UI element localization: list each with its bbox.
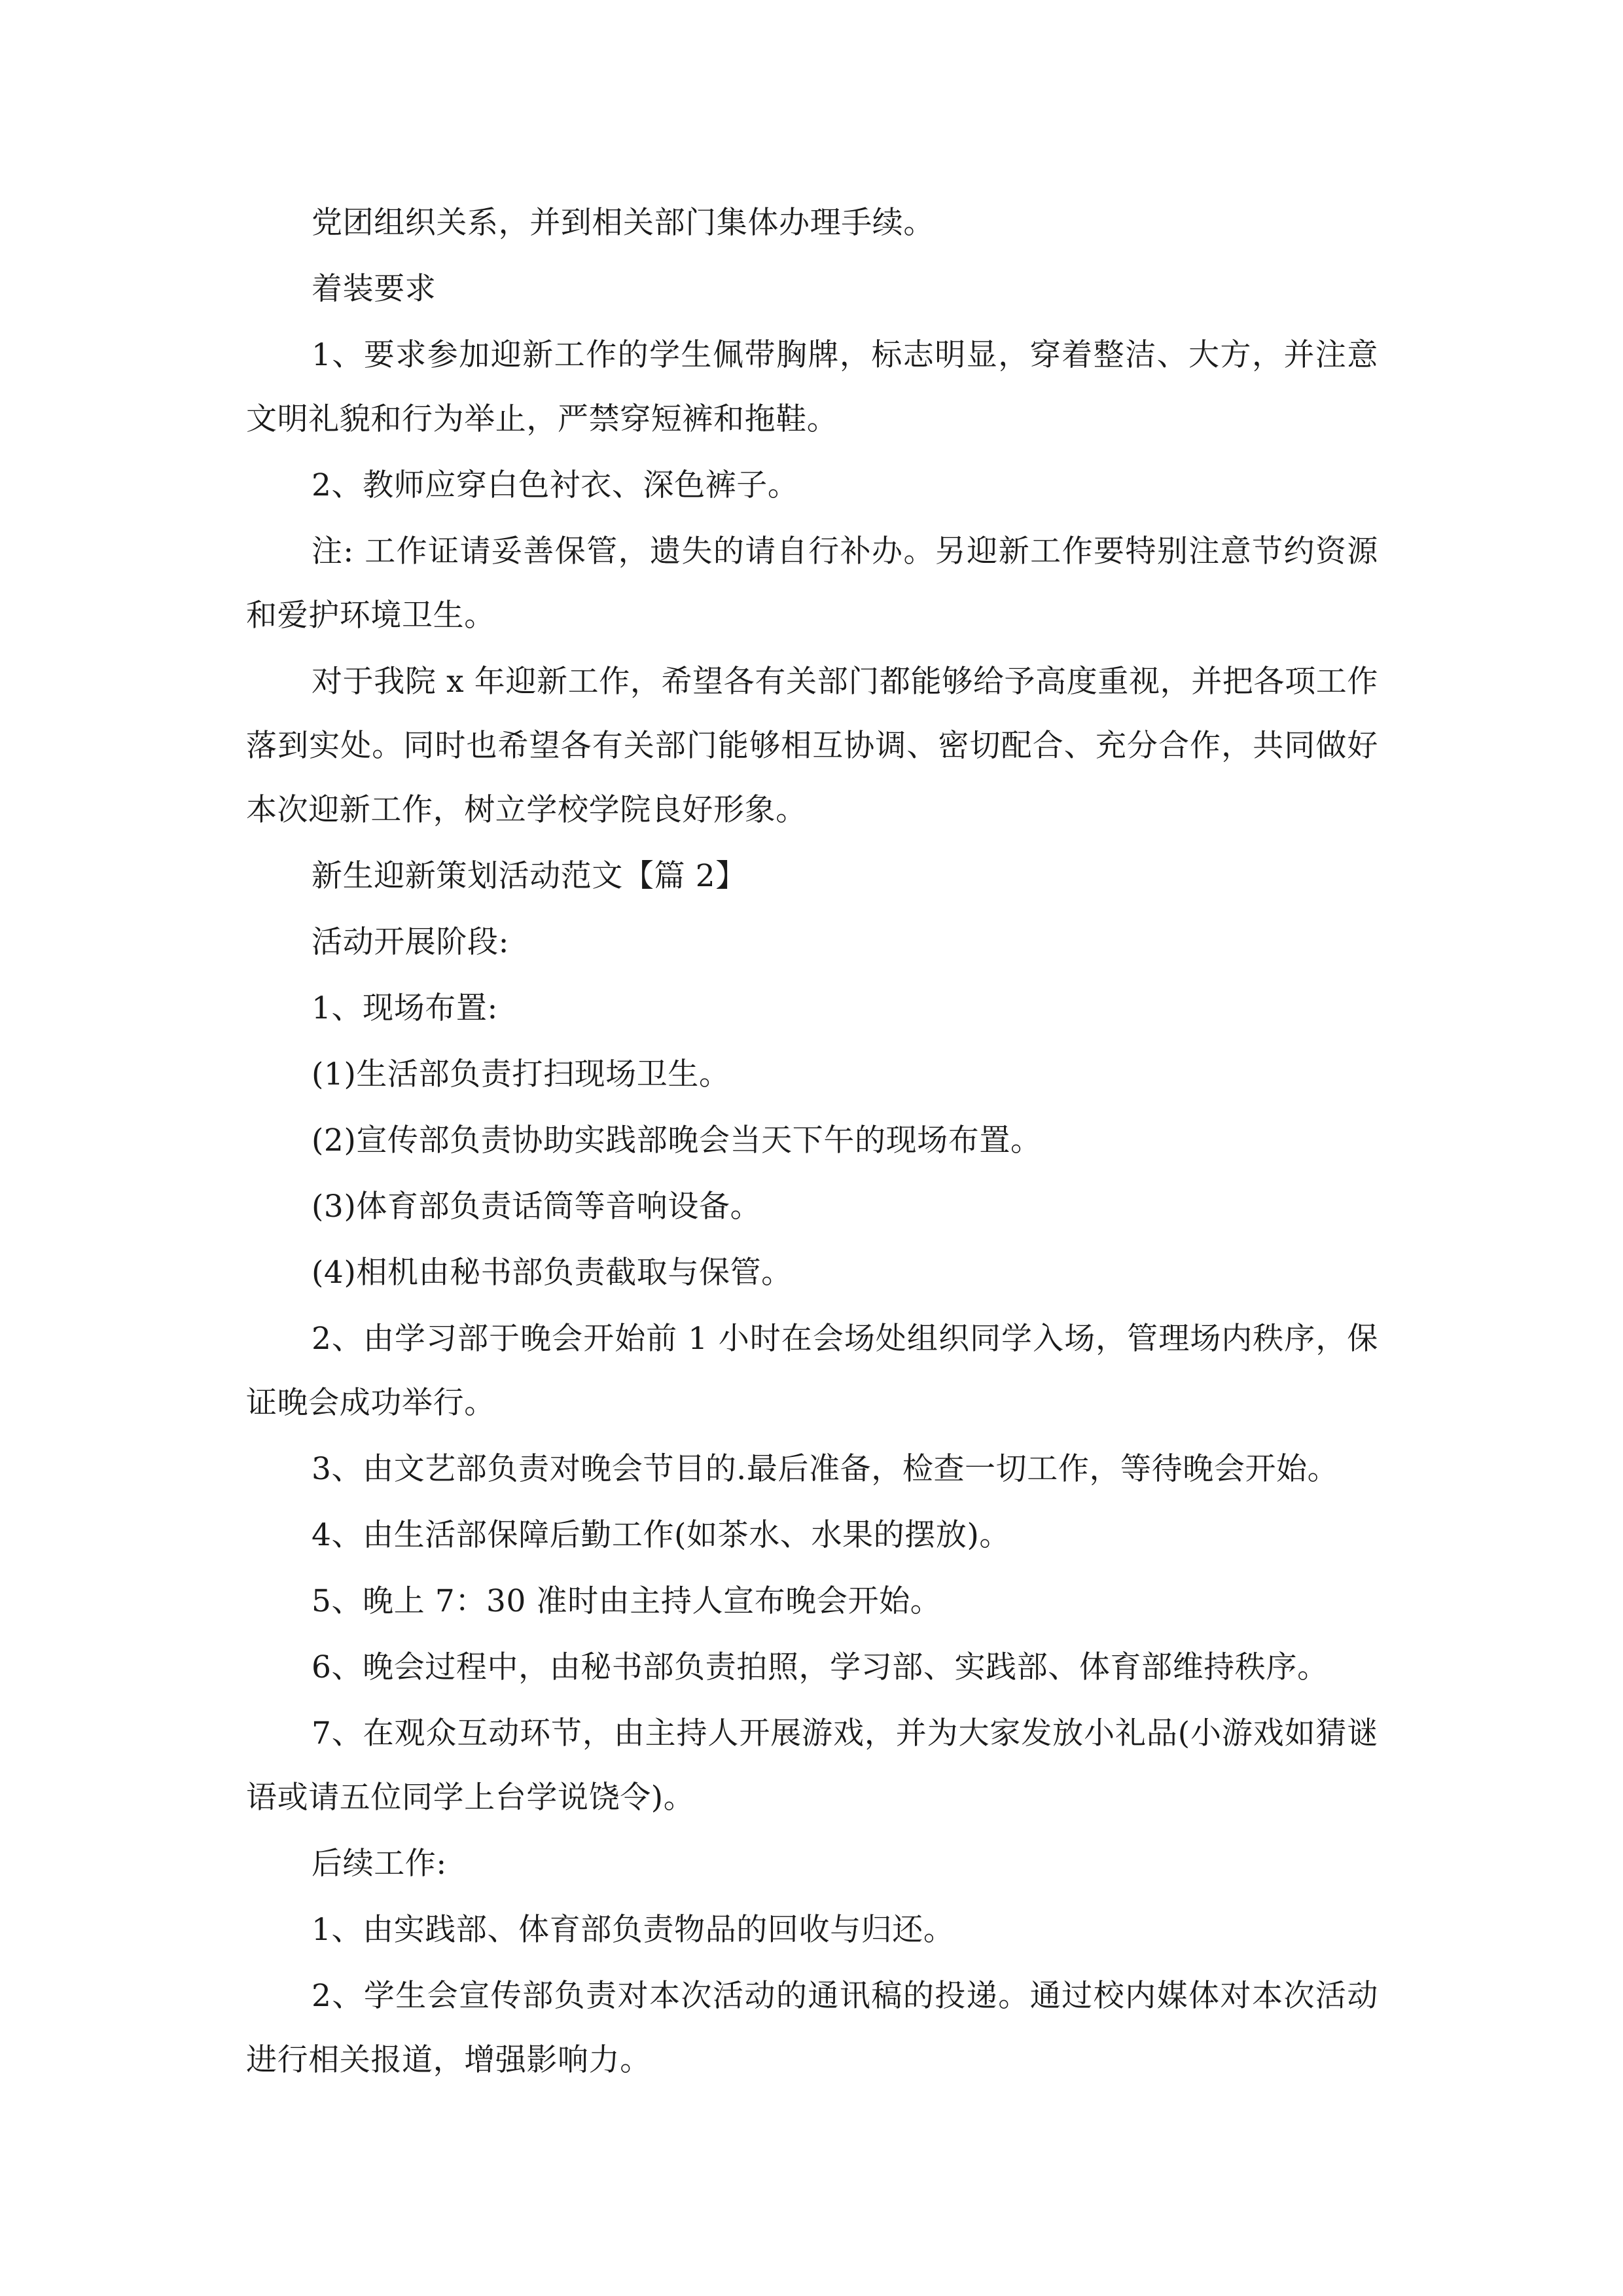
paragraph-dress-rule-2: 2、教师应穿白色衬衣、深色裤子。	[312, 467, 799, 503]
paragraph-party-membership: 党团组织关系，并到相关部门集体办理手续。	[312, 205, 935, 241]
list-item-stage-2: 2、由学习部于晚会开始前 1 小时在会场处组织同学入场，管理场内秩序，保证晚会成功举行。	[246, 1321, 1378, 1421]
list-item-setup-2: (2)宣传部负责协助实践部晚会当天下午的现场布置。	[312, 1122, 1042, 1158]
paragraph-closing-remarks: 对于我院 x 年迎新工作，希望各有关部门都能够给予高度重视，并把各项工作落到实处。同时也希望各有关部门能够相互协调、密切配合、充分合作，共同做好本次迎新工作，树立学校学院良好形象。	[246, 664, 1378, 828]
heading-dress-code: 着装要求	[312, 271, 437, 307]
list-item-stage-3: 3、由文艺部负责对晚会节目的.最后准备，检查一切工作，等待晚会开始。	[312, 1451, 1339, 1487]
list-item-stage-7: 7、在观众互动环节，由主持人开展游戏，并为大家发放小礼品(小游戏如猜谜语或请五位同学上台学说饶令)。	[246, 1715, 1378, 1816]
paragraph-note: 注: 工作证请妥善保管，遗失的请自行补办。另迎新工作要特别注意节约资源和爱护环境卫生。	[246, 533, 1378, 634]
list-item-stage-5: 5、晚上 7：30 准时由主持人宣布晚会开始。	[312, 1583, 942, 1619]
paragraph-dress-rule-1: 1、要求参加迎新工作的学生佩带胸牌，标志明显，穿着整洁、大方，并注意文明礼貌和行为举止，严禁穿短裤和拖鞋。	[246, 337, 1378, 437]
heading-activity-stage: 活动开展阶段:	[312, 924, 510, 960]
list-item-follow-up-1: 1、由实践部、体育部负责物品的回收与归还。	[312, 1912, 955, 1948]
list-item-stage-6: 6、晚会过程中，由秘书部负责拍照，学习部、实践部、体育部维持秩序。	[312, 1649, 1329, 1685]
list-item-setup-4: (4)相机由秘书部负责截取与保管。	[312, 1255, 793, 1291]
section-title-part-2: 新生迎新策划活动范文【篇 2】	[312, 858, 747, 894]
list-item-setup-3: (3)体育部负责话筒等音响设备。	[312, 1189, 762, 1225]
document-body	[246, 191, 1378, 2094]
list-item-follow-up-2: 2、学生会宣传部负责对本次活动的通讯稿的投递。通过校内媒体对本次活动进行相关报道，增强影响力。	[246, 1978, 1378, 2078]
heading-follow-up: 后续工作:	[312, 1846, 447, 1882]
list-item-stage-4: 4、由生活部保障后勤工作(如茶水、水果的摆放)。	[312, 1517, 1010, 1553]
list-item-venue-setup: 1、现场布置:	[312, 990, 498, 1026]
list-item-setup-1: (1)生活部负责打扫现场卫生。	[312, 1056, 730, 1092]
